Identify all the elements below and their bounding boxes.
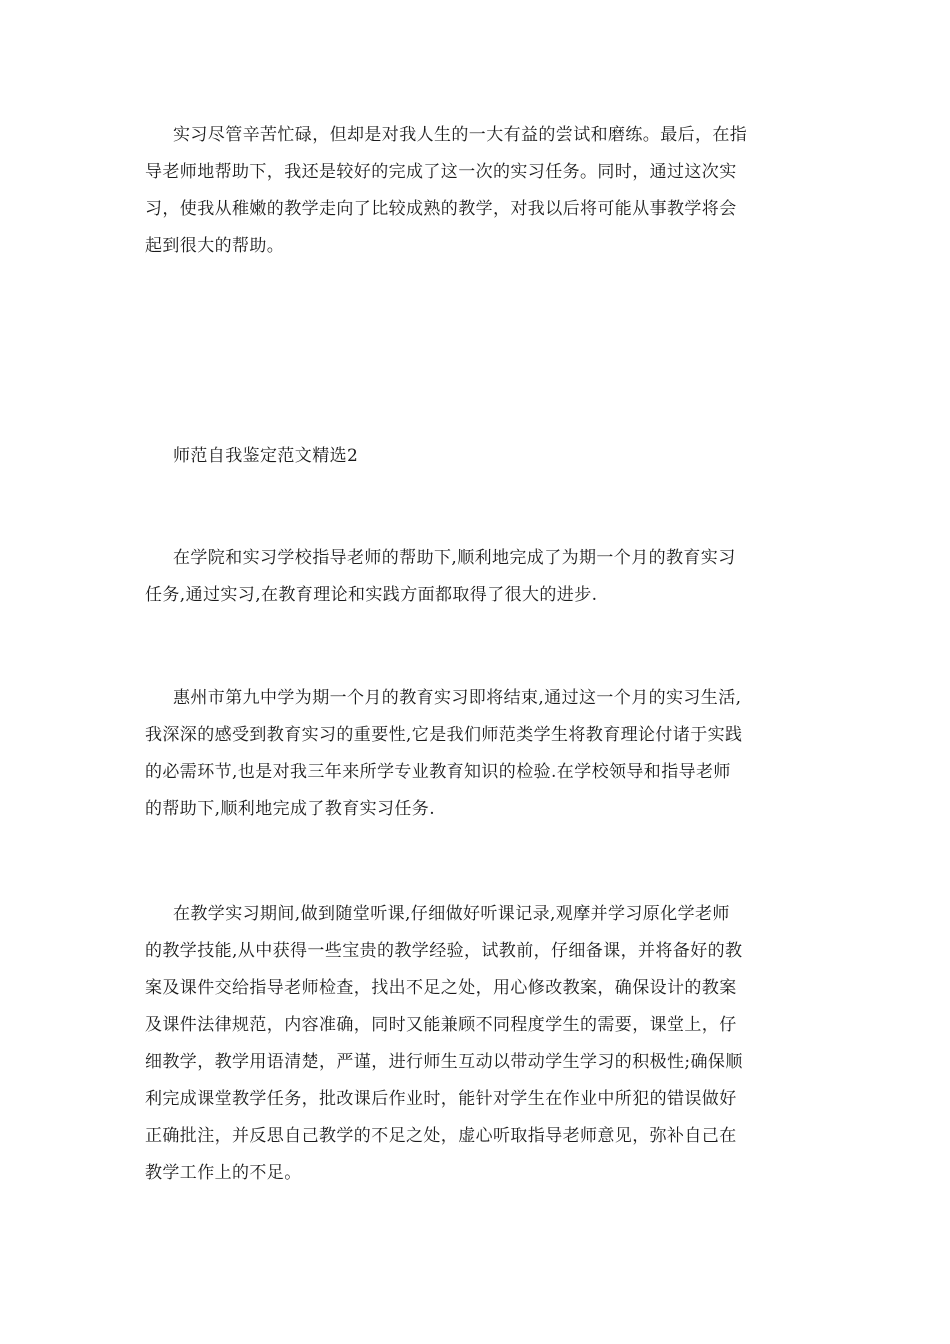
paragraph-line: 利完成课堂教学任务，批改课后作业时，能针对学生在作业中所犯的错误做好 (145, 1089, 737, 1109)
paragraph-line: 的教学技能,从中获得一些宝贵的教学经验，试教前，仔细备课，并将备好的教 (145, 941, 743, 961)
paragraph-line: 的必需环节,也是对我三年来所学专业教育知识的检验.在学校领导和指导老师 (145, 762, 731, 782)
paragraph-line: 实习尽管辛苦忙碌，但却是对我人生的一大有益的尝试和磨练。最后，在指 (173, 125, 748, 145)
paragraph-line: 习，使我从稚嫩的教学走向了比较成熟的教学，对我以后将可能从事教学将会 (145, 199, 737, 219)
paragraph-teaching-practice (145, 896, 805, 1192)
paragraph-line: 我深深的感受到教育实习的重要性,它是我们师范类学生将教育理论付诸于实践 (145, 725, 743, 745)
paragraph-line: 的帮助下,顺利地完成了教育实习任务. (145, 799, 436, 819)
paragraph-line: 教学工作上的不足。 (145, 1163, 302, 1183)
paragraph-line: 任务,通过实习,在教育理论和实践方面都取得了很大的进步. (145, 585, 598, 605)
paragraph-line: 在学院和实习学校指导老师的帮助下,顺利地完成了为期一个月的教育实习 (173, 548, 736, 568)
paragraph-line: 惠州市第九中学为期一个月的教育实习即将结束,通过这一个月的实习生活, (173, 688, 742, 708)
paragraph-line: 正确批注，并反思自己教学的不足之处，虚心听取指导老师意见，弥补自己在 (145, 1126, 737, 1146)
paragraph-intro (145, 540, 805, 614)
paragraph-school-internship (145, 680, 805, 828)
paragraph-line: 及课件法律规范，内容准确，同时又能兼顾不同程度学生的需要，课堂上，仔 (145, 1015, 737, 1035)
paragraph-line: 案及课件交给指导老师检查，找出不足之处，用心修改教案，确保设计的教案 (145, 978, 737, 998)
section-title: 师范自我鉴定范文精选2 (173, 446, 359, 466)
paragraph-line: 起到很大的帮助。 (145, 236, 285, 256)
paragraph-line: 导老师地帮助下，我还是较好的完成了这一次的实习任务。同时，通过这次实 (145, 162, 737, 182)
paragraph-internship-summary (145, 117, 805, 265)
paragraph-line: 细教学，教学用语清楚，严谨，进行师生互动以带动学生学习的积极性;确保顺 (145, 1052, 743, 1072)
paragraph-line: 在教学实习期间,做到随堂听课,仔细做好听课记录,观摩并学习原化学老师 (173, 904, 730, 924)
